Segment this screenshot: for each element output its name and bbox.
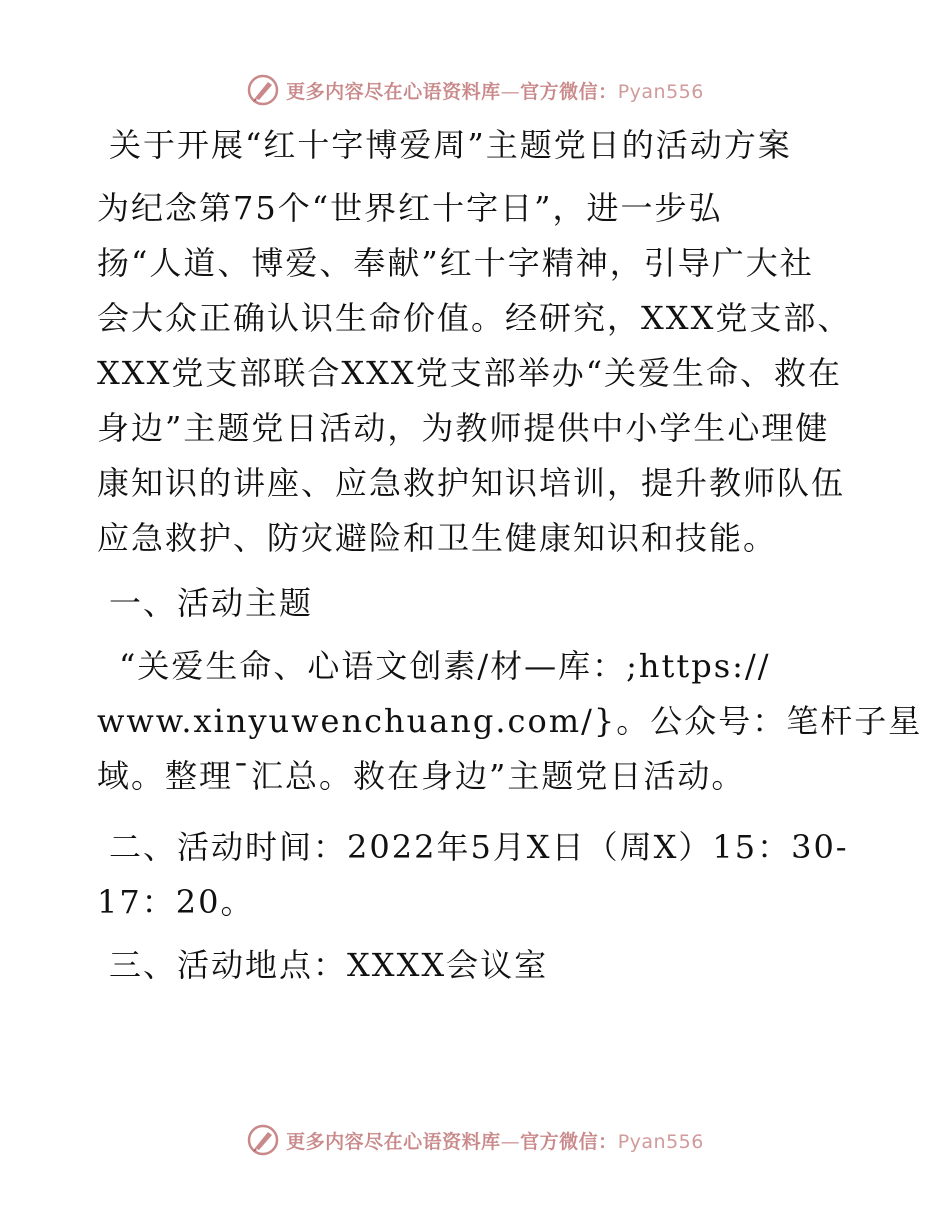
intro-paragraph	[97, 181, 857, 566]
watermark-banner-bottom	[0, 1120, 950, 1160]
intro-line: 身边”主题党日活动，为教师提供中小学生心理健	[97, 409, 830, 447]
time-line: 二、活动时间：2022年5月X日（周X）15：30-	[109, 828, 849, 866]
intro-line: XXX党支部联合XXX党支部举办“关爱生命、救在	[97, 354, 843, 392]
section-heading-theme: 一、活动主题	[109, 584, 314, 622]
watermark-text: 更多内容尽在心语资料库—官方微信：Pyan556	[286, 80, 704, 103]
theme-line: www.xinyuwenchuang.com/}。公众号：笔杆子星	[97, 702, 923, 740]
theme-paragraph	[97, 639, 923, 804]
section-heading-location: 三、活动地点：XXXX会议室	[109, 946, 549, 984]
document-title: 关于开展“红十字博爱周”主题党日的活动方案	[109, 126, 792, 164]
theme-line: 域。整理¯汇总。救在身边”主题党日活动。	[97, 757, 746, 795]
intro-line: 扬“人道、博爱、奉献”红十字精神，引导广大社	[97, 244, 814, 282]
theme-line: “关爱生命、心语文创素/材—库：;https://	[119, 647, 771, 685]
intro-line: 会大众正确认识生命价值。经研究，XXX党支部、	[97, 299, 852, 337]
intro-line: 康知识的讲座、应急救护知识培训，提升教师队伍	[97, 464, 846, 502]
watermark-text: 更多内容尽在心语资料库—官方微信：Pyan556	[286, 1130, 704, 1153]
intro-line: 为纪念第75个“世界红十字日”，进一步弘	[97, 189, 723, 227]
time-paragraph	[97, 820, 857, 930]
quill-pen-icon	[246, 73, 280, 107]
intro-line: 应急救护、防灾避险和卫生健康知识和技能。	[97, 519, 778, 557]
document-body	[97, 118, 923, 1001]
watermark-banner-top	[0, 70, 950, 110]
quill-pen-icon	[246, 1123, 280, 1157]
time-line: 17：20。	[97, 883, 255, 921]
